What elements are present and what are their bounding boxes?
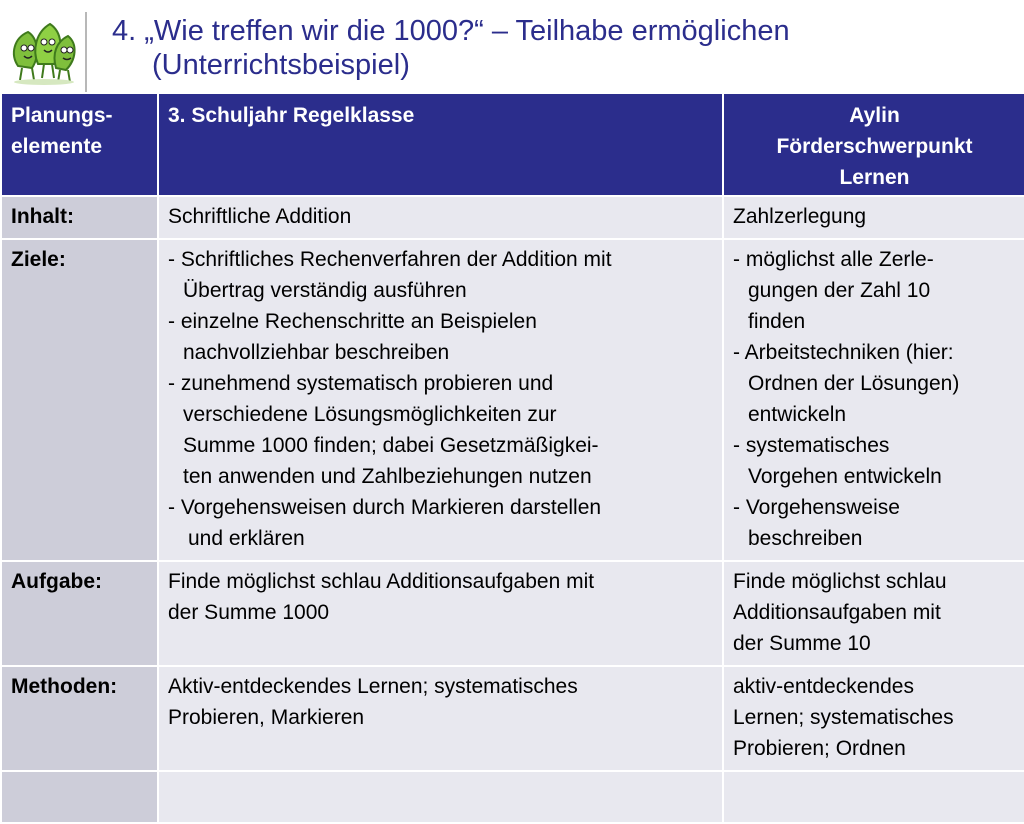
cell-aylin: Finde möglichst schlau Additionsaufgaben mit der Summe 10 [723, 561, 1024, 666]
header-divider [85, 12, 87, 92]
row-label-empty [1, 771, 158, 823]
cell-regel: Schriftliche Addition [158, 196, 723, 239]
row-inhalt [1, 196, 1024, 239]
row-label: Ziele: [1, 239, 158, 561]
row-label: Inhalt: [1, 196, 158, 239]
header-regelklasse: 3. Schuljahr Regelklasse [158, 93, 723, 196]
cell-empty [723, 771, 1024, 823]
cell-empty [158, 771, 723, 823]
table-header-row [1, 93, 1024, 196]
row-label: Methoden: [1, 666, 158, 771]
row-empty [1, 771, 1024, 823]
header-aylin: Aylin Förderschwerpunkt Lernen [723, 93, 1024, 196]
cell-aylin: - möglichst alle Zerle- gungen der Zahl 10 finden - Arbeitstechniken (hier: Ordnen der Lösungen) entwickeln - systematisches Vorgehen entwickeln - Vorgehensweise beschreiben [723, 239, 1024, 561]
leaves-mascot-icon [8, 14, 80, 86]
cell-regel: Aktiv-entdeckendes Lernen; systematisches Probieren, Markieren [158, 666, 723, 771]
cell-regel: Finde möglichst schlau Additionsaufgaben mit der Summe 1000 [158, 561, 723, 666]
row-ziele [1, 239, 1024, 561]
row-label: Aufgabe: [1, 561, 158, 666]
leaves-mascot-logo [8, 14, 80, 86]
row-methoden [1, 666, 1024, 771]
page-title [112, 14, 1012, 82]
cell-regel: - Schriftliches Rechenverfahren der Addition mit Übertrag verständig ausführen - einzelne Rechenschritte an Beispielen nachvollziehbar beschreiben - zunehmend systematisch probieren und verschiedene Lösungsmöglichkeiten zur Summe 1000 finden; dabei Gesetzmäßigkei- ten anwenden und Zahlbeziehungen nutzen - Vorgehensweisen durch Markieren darstellen und erklären [158, 239, 723, 561]
cell-aylin: aktiv-entdeckendes Lernen; systematisches Probieren; Ordnen [723, 666, 1024, 771]
row-aufgabe [1, 561, 1024, 666]
title-line-2: (Unterrichtsbeispiel) [152, 49, 410, 81]
title-line-1: 4. „Wie treffen wir die 1000?“ – Teilhabe ermöglichen [112, 15, 790, 47]
header-planungselemente: Planungs- elemente [1, 93, 158, 196]
cell-aylin: Zahlzerlegung [723, 196, 1024, 239]
planning-table [0, 92, 1024, 824]
